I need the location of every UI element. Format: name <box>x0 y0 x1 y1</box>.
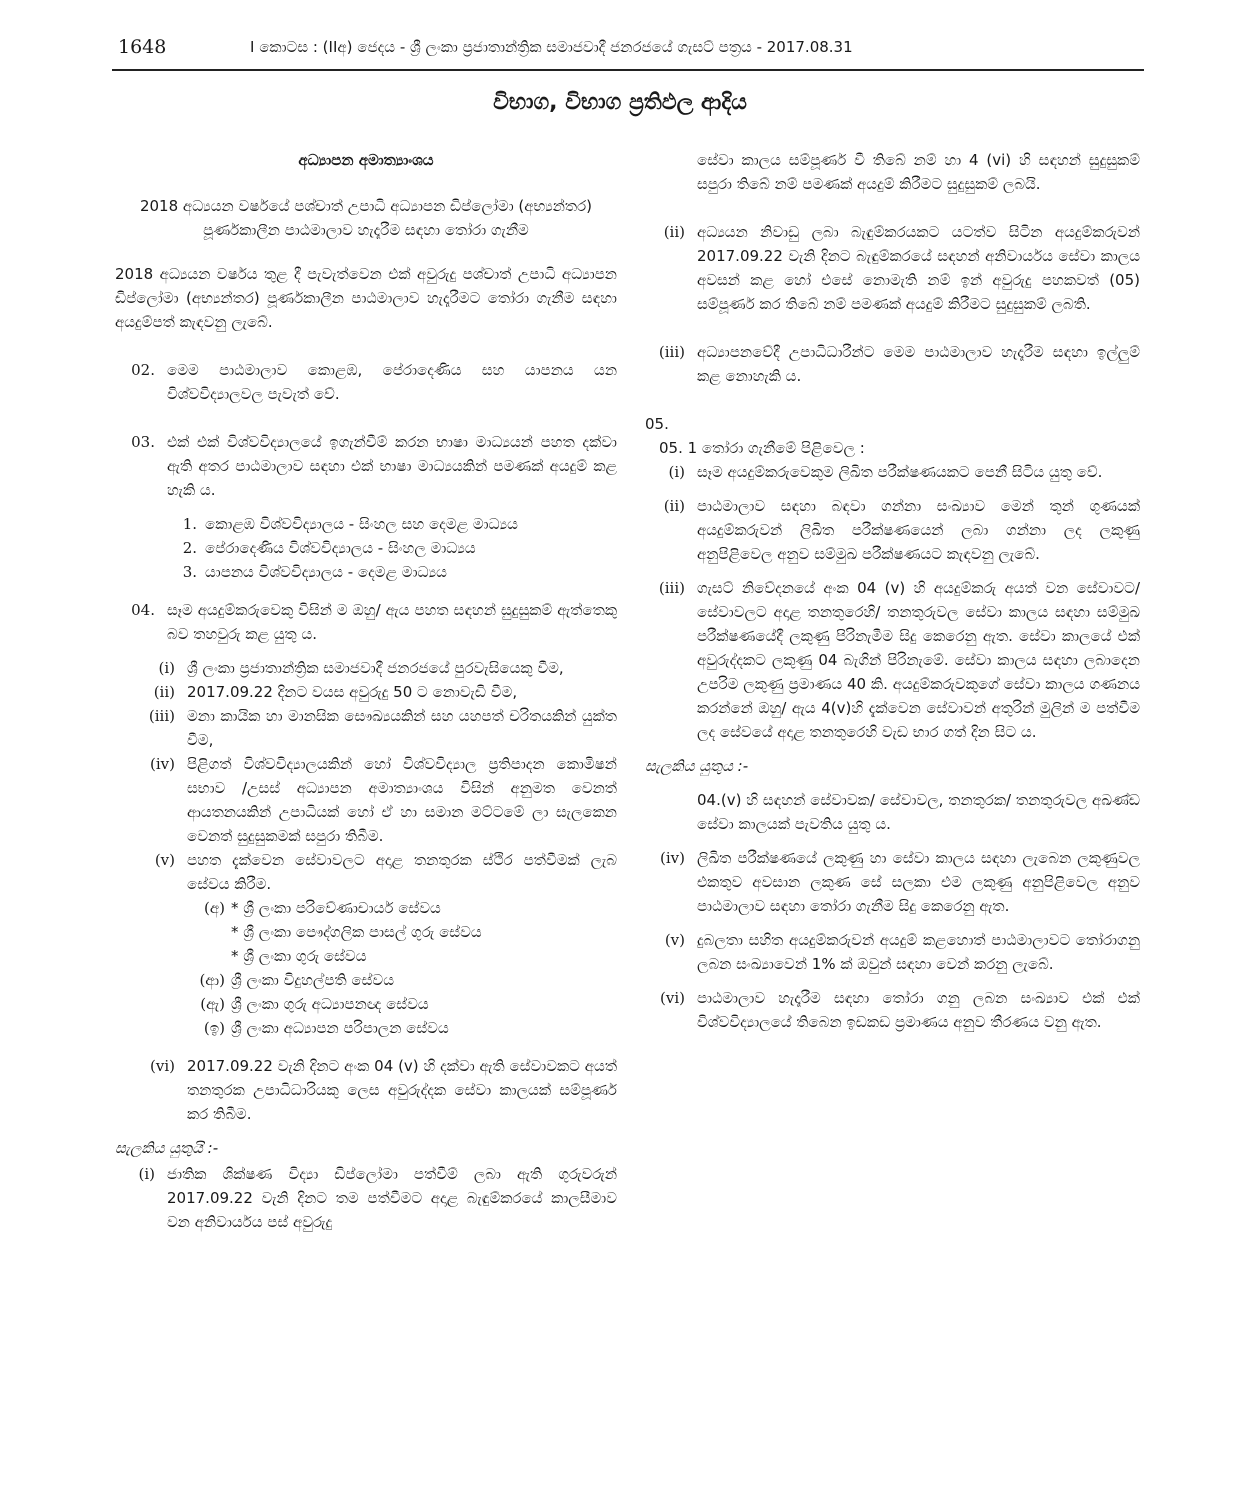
requirement-number: (v) <box>154 851 175 869</box>
note-heading: සැලකිය යුතුයි :- <box>115 1139 219 1157</box>
note-text: සේවා කාලය සම්පූර්ණ වී තිබේ නම් හා 4 (vi) හි සඳහන් සුදුසුකම් සපුරා තිබේ නම් පමණක් අයදුම් කිරීමට සුදුසුකම් ලබයි. <box>697 151 1140 193</box>
selection-ii <box>645 494 1140 566</box>
requirement-number: (ii) <box>153 683 175 701</box>
clause-03 <box>115 430 617 502</box>
selection-number: (i) <box>668 463 685 481</box>
list-number: (ඉ) <box>203 1019 225 1037</box>
clause-text: එක් එක් විශ්වවිද්‍යාලයේ ඉගැන්වීම් කරන භාෂා මාධ්‍යයන් පහත දක්වා ඇති අතර පාඨමාලාව සඳහා එක් භාෂා මාධ්‍යයකින් පමණක් අයදුම් කළ හැකි ය. <box>167 433 617 499</box>
list-text: ශ්‍රී ලංකා විදුහල්පති සේවය <box>231 971 395 989</box>
selection-number: (ii) <box>663 497 685 515</box>
list-text: * ශ්‍රී ලංකා ගුරු සේවය <box>231 947 367 965</box>
selection-number: (v) <box>664 931 685 949</box>
selection-procedure-heading: 05. 1 තෝරා ගැනීමේ පිළිවෙල : <box>659 439 865 457</box>
clause-number: 03. <box>131 433 155 451</box>
note2-heading: සැලකිය යුතුය :- <box>645 757 749 775</box>
selection-number: (iii) <box>658 579 685 597</box>
service-list <box>115 896 617 1040</box>
clause-text: මෙම පාඨමාලාව කොළඹ, පේරාදෙණිය සහ යාපනය යන විශ්වවිද්‍යාලවල පැවැත් වේ. <box>167 361 617 403</box>
running-header: I කොටස : (IIඅ) ජෙදය - ශ්‍රී ලංකා ප්‍රජාතාන්ත්‍රික සමාජවාදී ජනරජයේ ගැසට් පත්‍රය - 2017.08.31 <box>250 38 853 56</box>
selection-text: පාඨමාලාව හැදෑරීම සඳහා තෝරා ගනු ලබන සංඛ්‍යාව එක් එක් විශ්වවිද්‍යාලයේ තිබෙන ඉඩකඩ ප්‍රමාණය අනුව තීරණය වනු ඇත. <box>697 989 1140 1031</box>
list-text: ශ්‍රී ලංකා ගුරු අධ්‍යාපනඥ සේවය <box>231 995 429 1013</box>
list-item <box>177 512 617 536</box>
requirement-number: (iii) <box>148 707 175 725</box>
list-text: යාපනය විශ්වවිද්‍යාලය - දෙමළ මාධ්‍යය <box>205 563 447 581</box>
clause-number: 04. <box>131 601 155 619</box>
list-text: * ශ්‍රී ලංකා පරිවේණාචාර්ය සේවය <box>231 899 441 917</box>
header-rule <box>112 69 1144 71</box>
clause-04 <box>115 598 617 646</box>
clause-text: සෑම අයදුම්කරුවෙකු විසින් ම ඔහු/ ඇය පහත සඳහන් සුදුසුකම් ඇත්තෙකු බව තහවුරු කළ යුතු ය. <box>167 601 617 643</box>
list-text: ශ්‍රී ලංකා අධ්‍යාපන පරිපාලන සේවය <box>231 1019 449 1037</box>
requirement-number: (i) <box>158 659 175 677</box>
list-item <box>195 1016 617 1040</box>
requirement-number: (iv) <box>150 755 175 773</box>
list-number <box>195 920 231 944</box>
note-text: අධ්‍යයන නිවාඩු ලබා බැඳුම්කරයකට යටත්ව සිටින අයදුම්කරුවන් 2017.09.22 වැනි දිනට බැඳුම්කරයේ සඳහන් අනිවාර්යය සේවා කාලය අවසන් කළ හෝ එසේ නොමැති නම් ඉන් අවුරුදු පහකවත් (05) සම්පූර්ණ කර තිබේ නම් පමණක් අයදුම් කිරීමට සුදුසුකම් ලබති. <box>697 223 1140 313</box>
list-item <box>195 896 617 920</box>
right-column <box>645 148 1140 1044</box>
note-number: (i) <box>138 1165 155 1183</box>
requirement-ii <box>115 680 617 704</box>
requirement-text: පිළිගත් විශ්වවිද්‍යාලයකින් හෝ විශ්වවිද්‍යාල ප්‍රතිපාදන කොමිෂන් සභාව /උසස් අධ්‍යාපන අමාත්‍යාංශය විසින් අනුමත වෙනත් ආයතනයකින් උපාධියක් හෝ ඒ හා සමාන මට්ටමේ ලා සැලකෙන වෙනත් සුදුසුකමක් සපුරා තිබීම. <box>187 755 617 845</box>
left-column <box>115 148 617 1244</box>
clause-05: 05. <box>645 415 669 433</box>
intro-paragraph: 2018 අධ්‍යයන වර්ෂය තුළ දී පැවැත්වෙන එක් අවුරුදු පශ්චාත් උපාධි අධ්‍යාපන ඩිප්ලෝමා (අභ්‍යන්තර) පූර්ණකාලීන පාඨමාලාව හැදෑරීමට තෝරා ගැනීම සඳහා අයදුම්පත් කැඳවනු ලැබේ. <box>115 265 617 331</box>
note-iii <box>645 340 1140 388</box>
clause-number: 02. <box>131 361 155 379</box>
list-item <box>195 944 617 968</box>
university-list <box>115 512 617 584</box>
note-text: අධ්‍යාපනවේදී උපාධිධාරීන්ට මෙම පාඨමාලාව හැදෑරීම සඳහා ඉල්ලුම් කළ නොහැකි ය. <box>697 343 1140 385</box>
list-text: පේරාදෙණිය විශ්වවිද්‍යාලය - සිංහල මාධ්‍යය <box>205 539 476 557</box>
requirement-vi <box>115 1054 617 1126</box>
page-number: 1648 <box>118 36 167 58</box>
list-number: (ආ) <box>199 971 225 989</box>
note-text: ජාතික ශික්ෂණ විද්‍යා ඩිප්ලෝමා පත්වීම් ලබා ඇති ගුරුවරුන් 2017.09.22 වැනි දිනට තම පත්වීමට අදාළ බැඳුම්කරයේ කාලසීමාව වන අනිවාර්යය පස් අවුරුදු <box>167 1165 617 1231</box>
section-title: විභාග, විභාග ප්‍රතිඵල ආදිය <box>493 90 747 115</box>
list-number: 2. <box>182 539 197 557</box>
requirement-iv <box>115 752 617 848</box>
note-i-continued <box>645 148 1140 196</box>
list-text: * ශ්‍රී ලංකා පෞද්ගලික පාසල් ගුරු සේවය <box>231 923 482 941</box>
selection-text: පාඨමාලාව සඳහා බඳවා ගන්නා සංඛ්‍යාව මෙන් තුන් ගුණයක් අයදුම්කරුවන් ලිඛිත පරීක්ෂණයෙන් ලබා ගන්නා ලද ලකුණු අනුපිළිවෙල අනුව සම්මුඛ පරීක්ෂණයට කැඳවනු ලැබේ. <box>697 497 1140 563</box>
notice-title: 2018 අධ්‍යයන වර්ෂයේ පශ්චාත් උපාධි අධ්‍යාපන ඩිප්ලෝමා (අභ්‍යන්තර) පූර්ණකාලීන පාඨමාලාව හැදෑරීම සඳහා තෝරා ගැනීම <box>139 197 593 239</box>
list-text: කොළඹ විශ්වවිද්‍යාලය - සිංහල සහ දෙමළ මාධ්‍යය <box>205 515 518 533</box>
list-item <box>177 560 617 584</box>
selection-text: ගැසට් නිවේදනයේ අංක 04 (v) හි අයදුම්කරු අයත් වන සේවාවට/සේවාවලට අදාළ තනතුරෙහි/ තනතුරුවල සේවා කාලය සඳහා සම්මුඛ පරීක්ෂණයේදී ලකුණු පිරිනැමීම සිදු කෙරෙනු ඇත. සේවා කාලයේ එක් අවුරුද්දකට ලකුණු 04 බැගින් පිරිනැමේ. සේවා කාලය සඳහා ලබාදෙන උපරිම ලකුණු ප්‍රමාණය 40 කි. අයදුම්කරුවකුගේ සේවා කාලය ගණනය කරන්නේ ඔහු/ ඇය 4(v)හි දැක්වෙන සේවාවන් අතුරින් මුලින් ම පත්වීම ලද සේවයේ අදාළ තනතුරෙහි වැඩ භාර ගත් දින සිට ය. <box>697 579 1140 741</box>
list-number <box>195 944 231 968</box>
list-item <box>177 536 617 560</box>
selection-text: සෑම අයදුම්කරුවෙකුම ලිඛිත පරීක්ෂණයකට පෙනී සිටිය යුතු වේ. <box>697 463 1103 481</box>
requirement-text: මනා කායික හා මානසික සෞඛ්‍යයකින් සහ යහපත් චරිතයකින් යුක්ත වීම, <box>187 707 617 749</box>
requirement-number: (vi) <box>150 1057 175 1075</box>
note-number: (ii) <box>663 223 685 241</box>
requirement-i <box>115 656 617 680</box>
selection-text: ලිඛිත පරීක්ෂණයේ ලකුණු හා සේවා කාලය සඳහා ලැබෙන ලකුණුවල එකතුව අවසාන ලකුණ සේ සලකා එම ලකුණු අනුපිළිවෙල අනුව පාඨමාලාව සඳහා තෝරා ගැනීම සිදු කෙරෙනු ඇත. <box>697 849 1140 915</box>
list-number: (අ) <box>204 899 225 917</box>
selection-number: (vi) <box>660 989 685 1007</box>
requirement-iii <box>115 704 617 752</box>
selection-vi <box>645 986 1140 1034</box>
ministry-heading: අධ්‍යාපන අමාත්‍යාංශය <box>298 151 434 169</box>
list-number: 3. <box>182 563 197 581</box>
selection-i <box>645 460 1140 484</box>
selection-v <box>645 928 1140 976</box>
list-number: 1. <box>182 515 197 533</box>
selection-text: දුබලතා සහිත අයදුම්කරුවන් අයදුම් කළහොත් පාඨමාලාවට තෝරාගනු ලබන සංඛ්‍යාවෙන් 1% ක් ඔවුන් සඳහා වෙන් කරනු ලැබේ. <box>697 931 1140 973</box>
note-i <box>115 1162 617 1234</box>
note-number: (iii) <box>658 343 685 361</box>
requirement-text: පහත දැක්වෙන සේවාවලට අදාළ තනතුරක ස්ථිර පත්වීමක් ලැබ සේවය කිරීම. <box>187 851 617 893</box>
requirement-text: 2017.09.22 වැනි දිනට අංක 04 (v) හි දක්වා ඇති සේවාවකට අයත් තනතුරක උපාධිධාරියකු ලෙස අවුරුද්දක සේවා කාලයක් සම්පූර්ණ කර තිබීම. <box>187 1057 617 1123</box>
requirement-v <box>115 848 617 896</box>
note2-text: 04.(v) හි සඳහන් සේවාවක/ සේවාවල, තනතුරක/ තනතුරුවල අඛණ්ඩ සේවා කාලයක් පැවතිය යුතු ය. <box>697 791 1140 833</box>
requirement-text: ශ්‍රී ලංකා ප්‍රජාතාන්ත්‍රික සමාජවාදී ජනරජයේ පුරවැසියෙකු වීම, <box>187 659 564 677</box>
requirement-text: 2017.09.22 දිනට වයස අවුරුදු 50 ට නොවැඩි වීම, <box>187 683 518 701</box>
note-ii <box>645 220 1140 316</box>
selection-number: (iv) <box>660 849 685 867</box>
list-item <box>195 992 617 1016</box>
selection-iii <box>645 576 1140 744</box>
list-number: (ඇ) <box>200 995 225 1013</box>
selection-iv <box>645 846 1140 918</box>
list-item <box>195 920 617 944</box>
list-item <box>195 968 617 992</box>
clause-02 <box>115 358 617 406</box>
